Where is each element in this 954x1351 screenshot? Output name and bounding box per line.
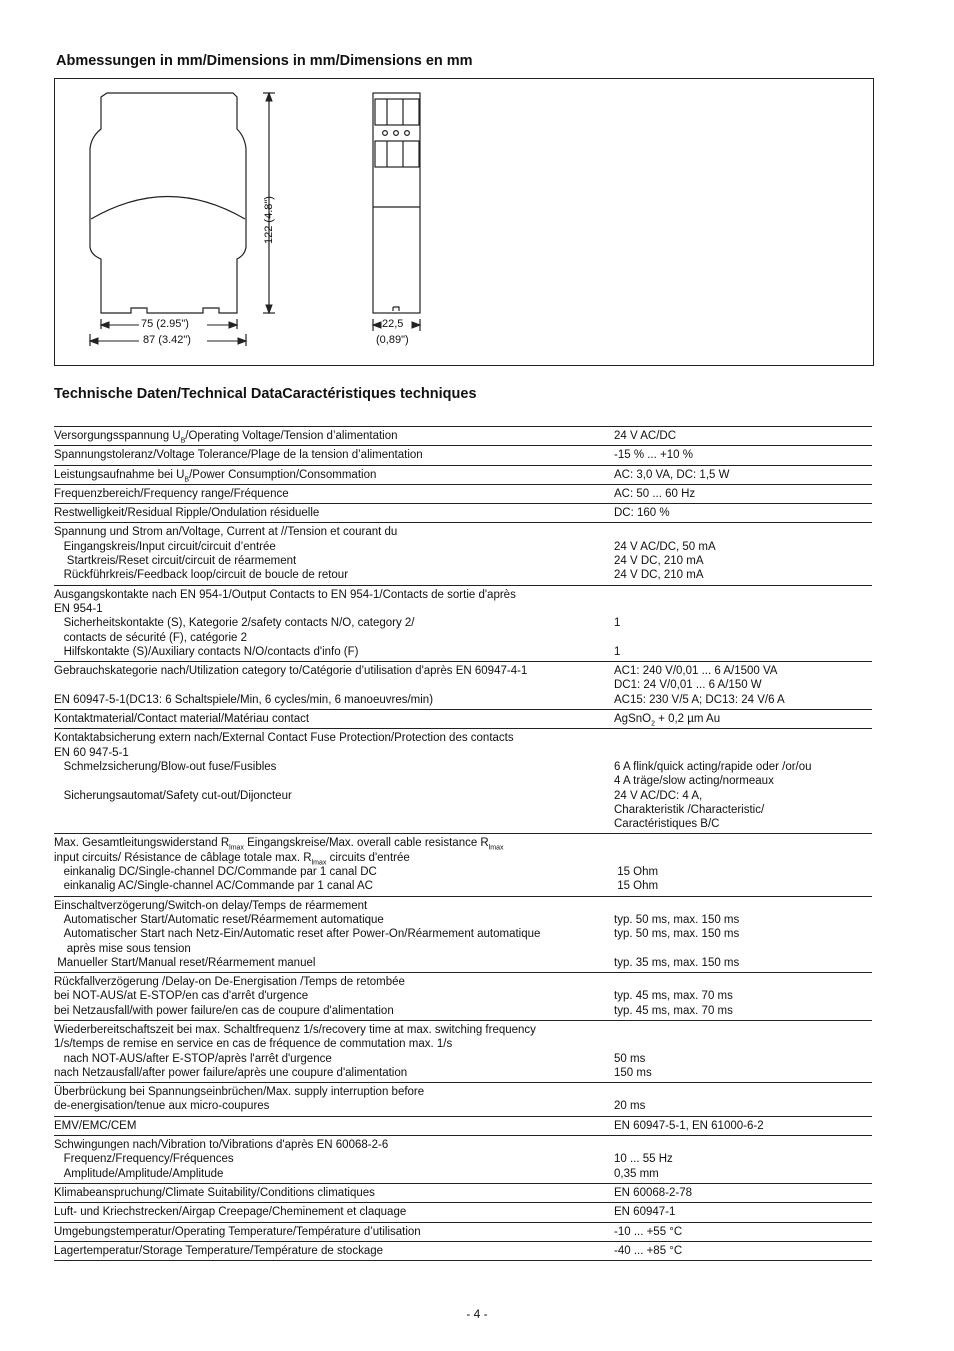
value-cell [614, 836, 872, 893]
value-cell [614, 1244, 872, 1258]
value-cell [614, 1119, 872, 1133]
parameter-line: Sicherheitskontakte (S), Kategorie 2/safety contacts N/O, category 2/ [54, 617, 415, 630]
value-line [614, 1023, 872, 1037]
parameter-cell [54, 525, 614, 582]
parameter-line: Max. Gesamtleitungswiderstand $R_{lmax}$ Eingangskreise/Max. overall cable resistance $R_{lmax}$ [54, 837, 504, 852]
value-line [614, 1037, 872, 1051]
housing-front-arc [91, 197, 245, 220]
table-row [54, 1021, 872, 1083]
table-row [54, 897, 872, 973]
value-cell [614, 712, 872, 726]
dim-depth-label: 22,5 [382, 318, 404, 330]
value-line: -40 ... +85 °C [614, 1244, 683, 1257]
value-line: -10 ... +55 °C [614, 1225, 683, 1238]
value-line: typ. 45 ms, max. 70 ms [614, 990, 733, 1003]
parameter-line: Umgebungstemperatur/Operating Temperature/Température d’utilisation [54, 1225, 421, 1238]
table-row [54, 662, 872, 710]
parameter-cell [54, 664, 614, 707]
parameter-line: contacts de sécurité (F), catégorie 2 [54, 631, 248, 644]
value-cell [614, 588, 872, 659]
parameter-line: Rückfallverzögerung /Delay-on De-Energisation /Temps de retombée [54, 976, 405, 989]
parameter-line: Hilfskontakte (S)/Auxiliary contacts N/O/contacts d'info (F) [54, 645, 359, 658]
value-line [614, 1085, 872, 1099]
table-row [54, 466, 872, 485]
parameter-line [54, 774, 614, 788]
parameter-cell [54, 836, 614, 893]
value-cell [614, 429, 872, 443]
parameter-line: einkanalig AC/Single-channel AC/Commande par 1 canal AC [54, 880, 373, 893]
parameter-line: Automatischer Start/Automatic reset/Réarmement automatique [54, 913, 384, 926]
value-line [614, 851, 872, 865]
parameter-line: Überbrückung bei Spannungseinbrüchen/Max. supply interruption before [54, 1086, 425, 1099]
parameter-line: Leistungsaufnahme bei $U_B$/Power Consumption/Consommation [54, 468, 377, 483]
table-row [54, 1083, 872, 1117]
value-line: 0,35 mm [614, 1167, 659, 1180]
table-row [54, 485, 872, 504]
parameter-cell [54, 975, 614, 1018]
value-cell [614, 975, 872, 1018]
value-line: 24 V AC/DC, 50 mA [614, 540, 716, 553]
parameter-line: Schmelzsicherung/Blow-out fuse/Fusibles [54, 760, 277, 773]
parameter-cell [54, 1244, 614, 1258]
parameter-line: nach Netzausfall/after power failure/après une coupure d'alimentation [54, 1066, 408, 1079]
table-row [54, 1203, 872, 1222]
value-line [614, 731, 872, 745]
parameter-line: Restwelligkeit/Residual Ripple/Ondulation résiduelle [54, 507, 320, 520]
value-line: EN 60947-1 [614, 1206, 676, 1219]
dim-height-label: 122 (4.8") [263, 196, 275, 244]
value-cell [614, 664, 872, 707]
parameter-line: Lagertemperatur/Storage Temperature/Température de stockage [54, 1244, 384, 1257]
value-cell [614, 487, 872, 501]
parameter-line: bei Netzausfall/with power failure/en cas de coupure d'alimentation [54, 1004, 394, 1017]
value-line: 1 [614, 617, 621, 630]
parameter-line: Frequenzbereich/Frequency range/Fréquence [54, 487, 289, 500]
value-line: AC: 50 ... 60 Hz [614, 487, 696, 500]
housing-front-outline [90, 93, 246, 313]
parameter-line: Luft- und Kriechstrecken/Airgap Creepage/Cheminement et claquage [54, 1206, 407, 1219]
value-line: Charakteristik /Characteristic/ [614, 803, 765, 816]
parameter-line: Amplitude/Amplitude/Amplitude [54, 1167, 224, 1180]
value-line: 24 V DC, 210 mA [614, 569, 704, 582]
value-line: AgSnO$_2$ + 0,2 µm Au [614, 713, 721, 728]
table-row [54, 523, 872, 585]
value-cell [614, 1138, 872, 1181]
parameter-cell [54, 506, 614, 520]
parameter-cell [54, 731, 614, 831]
parameter-line [54, 817, 614, 831]
value-line [614, 588, 872, 602]
parameter-line: Gebrauchskategorie nach/Utilization category to/Catégorie d’utilisation d'après EN 60947-4-1 [54, 665, 528, 678]
value-cell [614, 1023, 872, 1080]
parameter-cell [54, 1023, 614, 1080]
value-cell [614, 1085, 872, 1114]
value-cell [614, 468, 872, 482]
value-line: typ. 45 ms, max. 70 ms [614, 1004, 733, 1017]
parameter-line: EN 60947-5-1(DC13: 6 Schaltspiele/Min, 6 cycles/min, 6 manoeuvres/min) [54, 693, 434, 706]
parameter-line: Frequenz/Frequency/Fréquences [54, 1153, 234, 1166]
parameter-cell [54, 468, 614, 482]
parameter-line: EMV/EMC/CEM [54, 1119, 137, 1132]
value-line: 20 ms [614, 1100, 646, 1113]
dimension-drawing-box [54, 78, 874, 366]
parameter-cell [54, 1225, 614, 1239]
value-cell [614, 1225, 872, 1239]
value-line [614, 836, 872, 850]
value-line: 10 ... 55 Hz [614, 1153, 673, 1166]
value-line [614, 1138, 872, 1152]
value-line: 15 Ohm [614, 880, 659, 893]
value-line: Caractéristiques B/C [614, 818, 720, 831]
parameter-cell [54, 1119, 614, 1133]
parameter-line [54, 803, 614, 817]
parameter-line: Kontaktmaterial/Contact material/Matériau contact [54, 713, 310, 726]
parameter-line: Spannungstoleranz/Voltage Tolerance/Plage de la tension d’alimentation [54, 449, 423, 462]
table-row [54, 504, 872, 523]
dimensions-heading: Abmessungen in mm/Dimensions in mm/Dimensions en mm [56, 53, 473, 69]
table-row [54, 1184, 872, 1203]
parameter-line [54, 678, 614, 692]
parameter-line: EN 60 947-5-1 [54, 746, 129, 759]
dim-width-inner-label: 75 (2.95") [141, 318, 189, 330]
table-row [54, 1117, 872, 1136]
parameter-cell [54, 429, 614, 443]
parameter-line: Spannung und Strom an/Voltage, Current at //Tension et courant du [54, 526, 398, 539]
parameter-line: Automatischer Start nach Netz-Ein/Automatic reset after Power-On/Réarmement automatique [54, 928, 541, 941]
value-line [614, 602, 872, 616]
value-line: 6 A flink/quick acting/rapide oder /or/ou [614, 760, 812, 773]
value-line [614, 746, 872, 760]
value-line: typ. 50 ms, max. 150 ms [614, 928, 740, 941]
parameter-line: Ausgangskontakte nach EN 954-1/Output Contacts to EN 954-1/Contacts de sortie d'après [54, 588, 516, 601]
parameter-cell [54, 899, 614, 970]
table-row [54, 973, 872, 1021]
parameter-cell [54, 712, 614, 726]
parameter-line: Manueller Start/Manual reset/Réarmement manuel [54, 956, 316, 969]
parameter-line: 1/s/temps de remise en service en cas de fréquence de commutation max. 1/s [54, 1038, 453, 1051]
table-row [54, 427, 872, 446]
value-line: 50 ms [614, 1052, 646, 1065]
parameter-cell [54, 1186, 614, 1200]
parameter-line: Schwingungen nach/Vibration to/Vibrations d'après EN 60068-2-6 [54, 1139, 389, 1152]
value-line: EN 60068-2-78 [614, 1186, 692, 1199]
value-cell [614, 525, 872, 582]
technical-data-heading: Technische Daten/Technical DataCaractéristiques techniques [54, 386, 477, 402]
value-cell [614, 448, 872, 462]
table-row [54, 834, 872, 896]
table-row [54, 446, 872, 465]
value-line [614, 942, 872, 956]
value-line [614, 631, 872, 645]
value-cell [614, 1186, 872, 1200]
parameter-line: Startkreis/Reset circuit/circuit de réarmement [54, 555, 297, 568]
value-line: typ. 50 ms, max. 150 ms [614, 913, 740, 926]
parameter-cell [54, 1205, 614, 1219]
value-cell [614, 899, 872, 970]
parameter-cell [54, 1085, 614, 1114]
parameter-line: input circuits/ Résistance de câblage totale max. $R_{lmax}$ circuits d'entrée [54, 851, 410, 867]
dim-width-outer-label: 87 (3.42") [143, 334, 191, 346]
table-row [54, 586, 872, 662]
table-row [54, 710, 872, 729]
table-row [54, 729, 872, 834]
parameter-line: de-energisation/tenue aux micro-coupures [54, 1100, 270, 1113]
value-cell [614, 506, 872, 520]
value-line [614, 975, 872, 989]
parameter-line: Einschaltverzögerung/Switch-on delay/Temps de réarmement [54, 899, 368, 912]
value-line: AC1: 240 V/0,01 ... 6 A/1500 VA [614, 665, 778, 678]
value-line: -15 % ... +10 % [614, 449, 693, 462]
page-number: - 4 - [466, 1307, 488, 1321]
dim-depth-inch-label: (0,89") [376, 334, 409, 346]
value-line: AC: 3,0 VA, DC: 1,5 W [614, 468, 730, 481]
parameter-line: Rückführkreis/Feedback loop/circuit de boucle de retour [54, 569, 349, 582]
table-row [54, 1242, 872, 1261]
parameter-cell [54, 1138, 614, 1181]
value-line: DC1: 24 V/0,01 ... 6 A/150 W [614, 679, 762, 692]
parameter-line: bei NOT-AUS/at E-STOP/en cas d'arrêt d'urgence [54, 990, 309, 1003]
value-line: 24 V AC/DC: 4 A, [614, 789, 703, 802]
table-row [54, 1223, 872, 1242]
housing-side-outline [373, 93, 420, 313]
parameter-cell [54, 487, 614, 501]
value-line: DC: 160 % [614, 507, 670, 520]
value-line [614, 899, 872, 913]
parameter-line: après mise sous tension [54, 942, 191, 955]
technical-data-table [54, 426, 872, 1261]
value-cell [614, 1205, 872, 1219]
value-line: 15 Ohm [614, 866, 659, 879]
value-line: 4 A träge/slow acting/normeaux [614, 775, 774, 788]
parameter-line: Eingangskreis/Input circuit/circuit d’entrée [54, 540, 276, 553]
parameter-line: Wiederbereitschaftszeit bei max. Schaltfrequenz 1/s/recovery time at max. switching frequency [54, 1023, 536, 1036]
value-line: 150 ms [614, 1066, 652, 1079]
parameter-line: Sicherungsautomat/Safety cut-out/Dijoncteur [54, 789, 292, 802]
value-line: 24 V AC/DC [614, 430, 676, 442]
parameter-line: einkanalig DC/Single-channel DC/Commande par 1 canal DC [54, 866, 377, 879]
value-cell [614, 731, 872, 831]
value-line: 1 [614, 645, 621, 658]
parameter-line: nach NOT-AUS/after E-STOP/après l'arrêt d'urgence [54, 1052, 332, 1065]
value-line [614, 525, 872, 539]
parameter-line: Klimabeanspruchung/Climate Suitability/Conditions climatiques [54, 1186, 375, 1199]
value-line: typ. 35 ms, max. 150 ms [614, 956, 740, 969]
parameter-line: Kontaktabsicherung extern nach/External Contact Fuse Protection/Protection des contacts [54, 732, 514, 745]
value-line: EN 60947-5-1, EN 61000-6-2 [614, 1119, 764, 1132]
parameter-cell [54, 588, 614, 659]
parameter-cell [54, 448, 614, 462]
value-line: AC15: 230 V/5 A; DC13: 24 V/6 A [614, 693, 785, 706]
table-row [54, 1136, 872, 1184]
parameter-line: EN 954-1 [54, 602, 103, 615]
parameter-line: Versorgungsspannung $U_B$/Operating Voltage/Tension d’alimentation [54, 430, 398, 445]
value-line: 24 V DC, 210 mA [614, 555, 704, 568]
